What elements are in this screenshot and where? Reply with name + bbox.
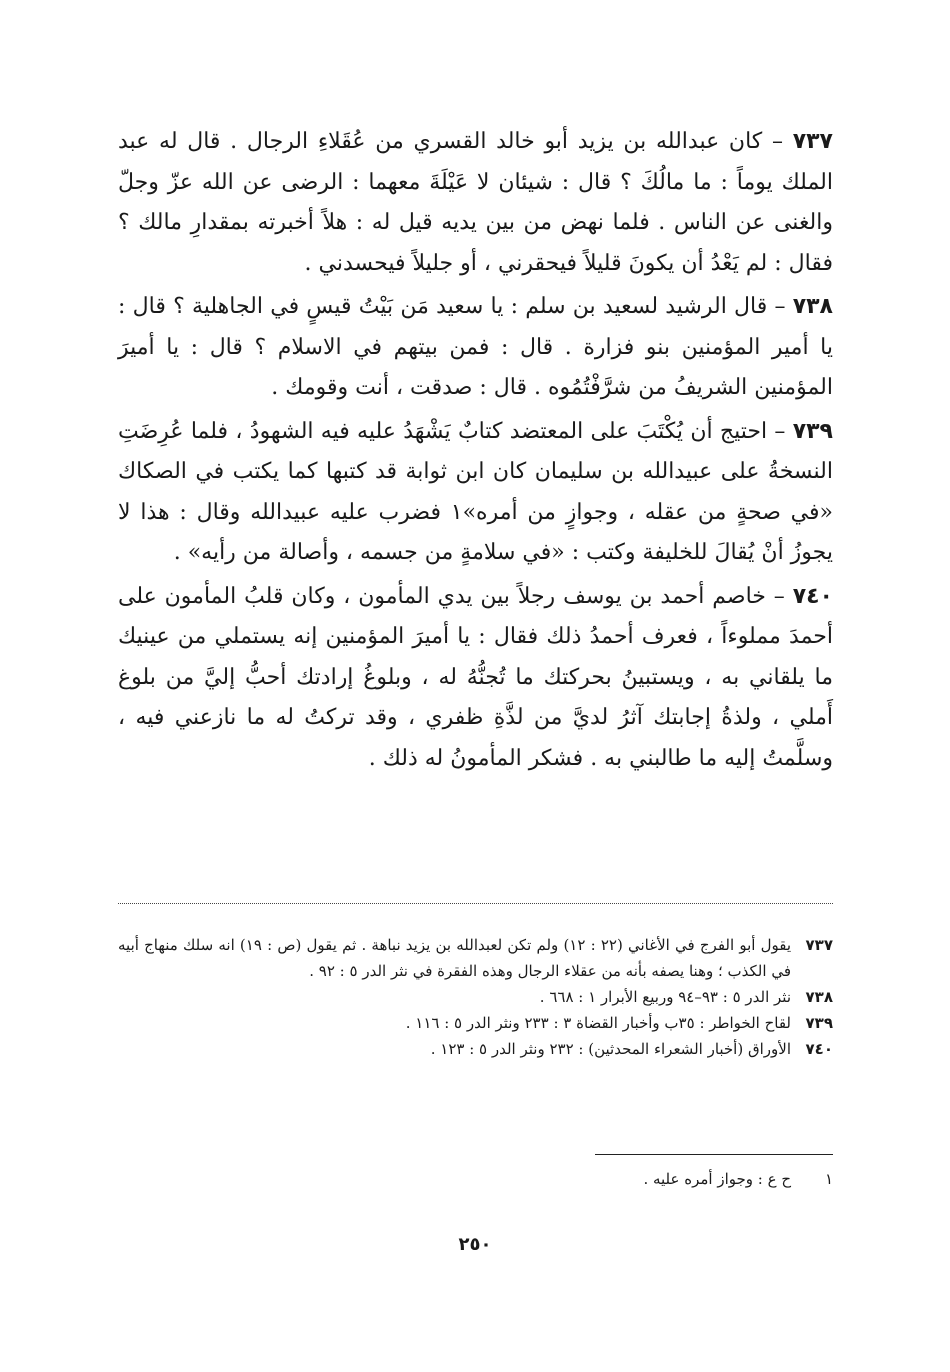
main-text (118, 122, 833, 782)
paragraph-number: ٧٣٧ (792, 129, 833, 154)
paragraph-text: – كان عبدالله بن يزيد أبو خالد القسري من عُقَلاءِ الرجال . قال له عبد الملك يوماً : ما مالُكَ ؟ قال : شيئان لا عَيْلَةَ معهما : الرضى عن الله عزّ وجلّ والغنى عن الناس . فلما نهض من بين يديه قيل له : هلاً أخبرته بمقدارِ مالك ؟ فقال : لم يَعْدُ أن يكونَ قليلاً فيحقرني ، أو جليلاً فيحسدني . (118, 129, 833, 276)
paragraph-text: – احتيج أن يُكْتَبَ على المعتضد كتابٌ يَشْهَدُ عليه فيه الشهودُ ، فلما عُرِضَتِ النسخةُ على عبيدالله بن سليمان كان ابن ثوابة قد كتبها كما يكتب في الصكاك «في صحةٍ من عقله ، وجوازٍ من أمره»١ فضرب عليه عبيدالله وقال : هذا لا يجوزُ أنْ يُقالَ للخليفة وكتب : «في سلامةٍ من جسمه ، وأصالة من رأيه» . (118, 418, 833, 565)
note-740 (118, 1036, 833, 1062)
note-text: نثر الدر ٥ : ٩٣–٩٤ وربيع الأبرار ١ : ٦٦٨ . (539, 988, 791, 1006)
paragraph-text: – قال الرشيد لسعيد بن سلم : يا سعيد مَن بَيْتُ قيسٍ في الجاهلية ؟ قال : يا أمير المؤمنين بنو فزارة . قال : فمن بيتهم في الاسلام ؟ قال : يا أميرَ المؤمنين الشريفُ من شرَّفْتُمُوه . قال : صدقت ، أنت وقومك . (118, 294, 833, 400)
footnote (118, 1166, 833, 1192)
note-text: لقاح الخواطر : ٣٥ب وأخبار القضاة ٣ : ٢٣٣ ونثر الدر ٥ : ١١٦ . (405, 1014, 791, 1032)
note-number: ٧٣٨ (805, 988, 833, 1006)
note-text: يقول أبو الفرج في الأغاني (٢٢ : ١٢) ولم تكن لعبدالله بن يزيد نباهة . ثم يقول (ص : ١٩) انه سلك منهاج أبيه في الكذب ؛ وهنا يصفه بأنه من عقلاء الرجال وهذه الفقرة في نثر الدر ٥ : ٩٢ . (118, 936, 792, 980)
paragraph-739 (118, 412, 833, 574)
paragraph-737 (118, 122, 833, 284)
note-737 (118, 932, 833, 984)
paragraph-number: ٧٣٨ (792, 294, 833, 319)
source-notes (118, 932, 833, 1062)
footnote-divider (595, 1154, 833, 1155)
paragraph-number: ٧٣٩ (792, 418, 833, 444)
page-number: ٢٥٠ (458, 1234, 492, 1255)
footnote-text: ح ع : وجواز أمره عليه . (643, 1170, 791, 1188)
note-number: ٧٣٧ (805, 936, 833, 954)
paragraph-text: – خاصم أحمد بن يوسف رجلاً بين يدي المأمون ، وكان قلبُ المأمون على أحمدَ مملوءاً ، فعرف أحمدُ ذلك فقال : يا أميرَ المؤمنين إنه يستملي من عينيك ما يلقاني به ، ويستبينُ بحركتك ما تُجنُّهُ له ، وبلوغُ إرادتك أحبُّ إليَّ من بلوغ أَملي ، ولذةُ إجابتك آثرُ لديَّ من لذَّةِ ظفري ، وقد تركتُ له ما نازعني فيه ، وسلَّمتُ إليه ما طالبني به . فشكر المأمونُ له ذلك . (118, 583, 833, 771)
note-number: ٧٤٠ (805, 1040, 833, 1058)
note-738 (118, 984, 833, 1010)
paragraph-738 (118, 287, 833, 409)
note-739 (118, 1010, 833, 1036)
paragraph-740 (118, 577, 833, 780)
footnote-marker: ١ (824, 1170, 833, 1188)
note-number: ٧٣٩ (805, 1014, 833, 1032)
note-text: الأوراق (أخبار الشعراء المحدثين) : ٢٣٢ ونثر الدر ٥ : ١٢٣ . (430, 1040, 791, 1058)
notes-divider (118, 903, 833, 904)
paragraph-number: ٧٤٠ (792, 583, 833, 609)
